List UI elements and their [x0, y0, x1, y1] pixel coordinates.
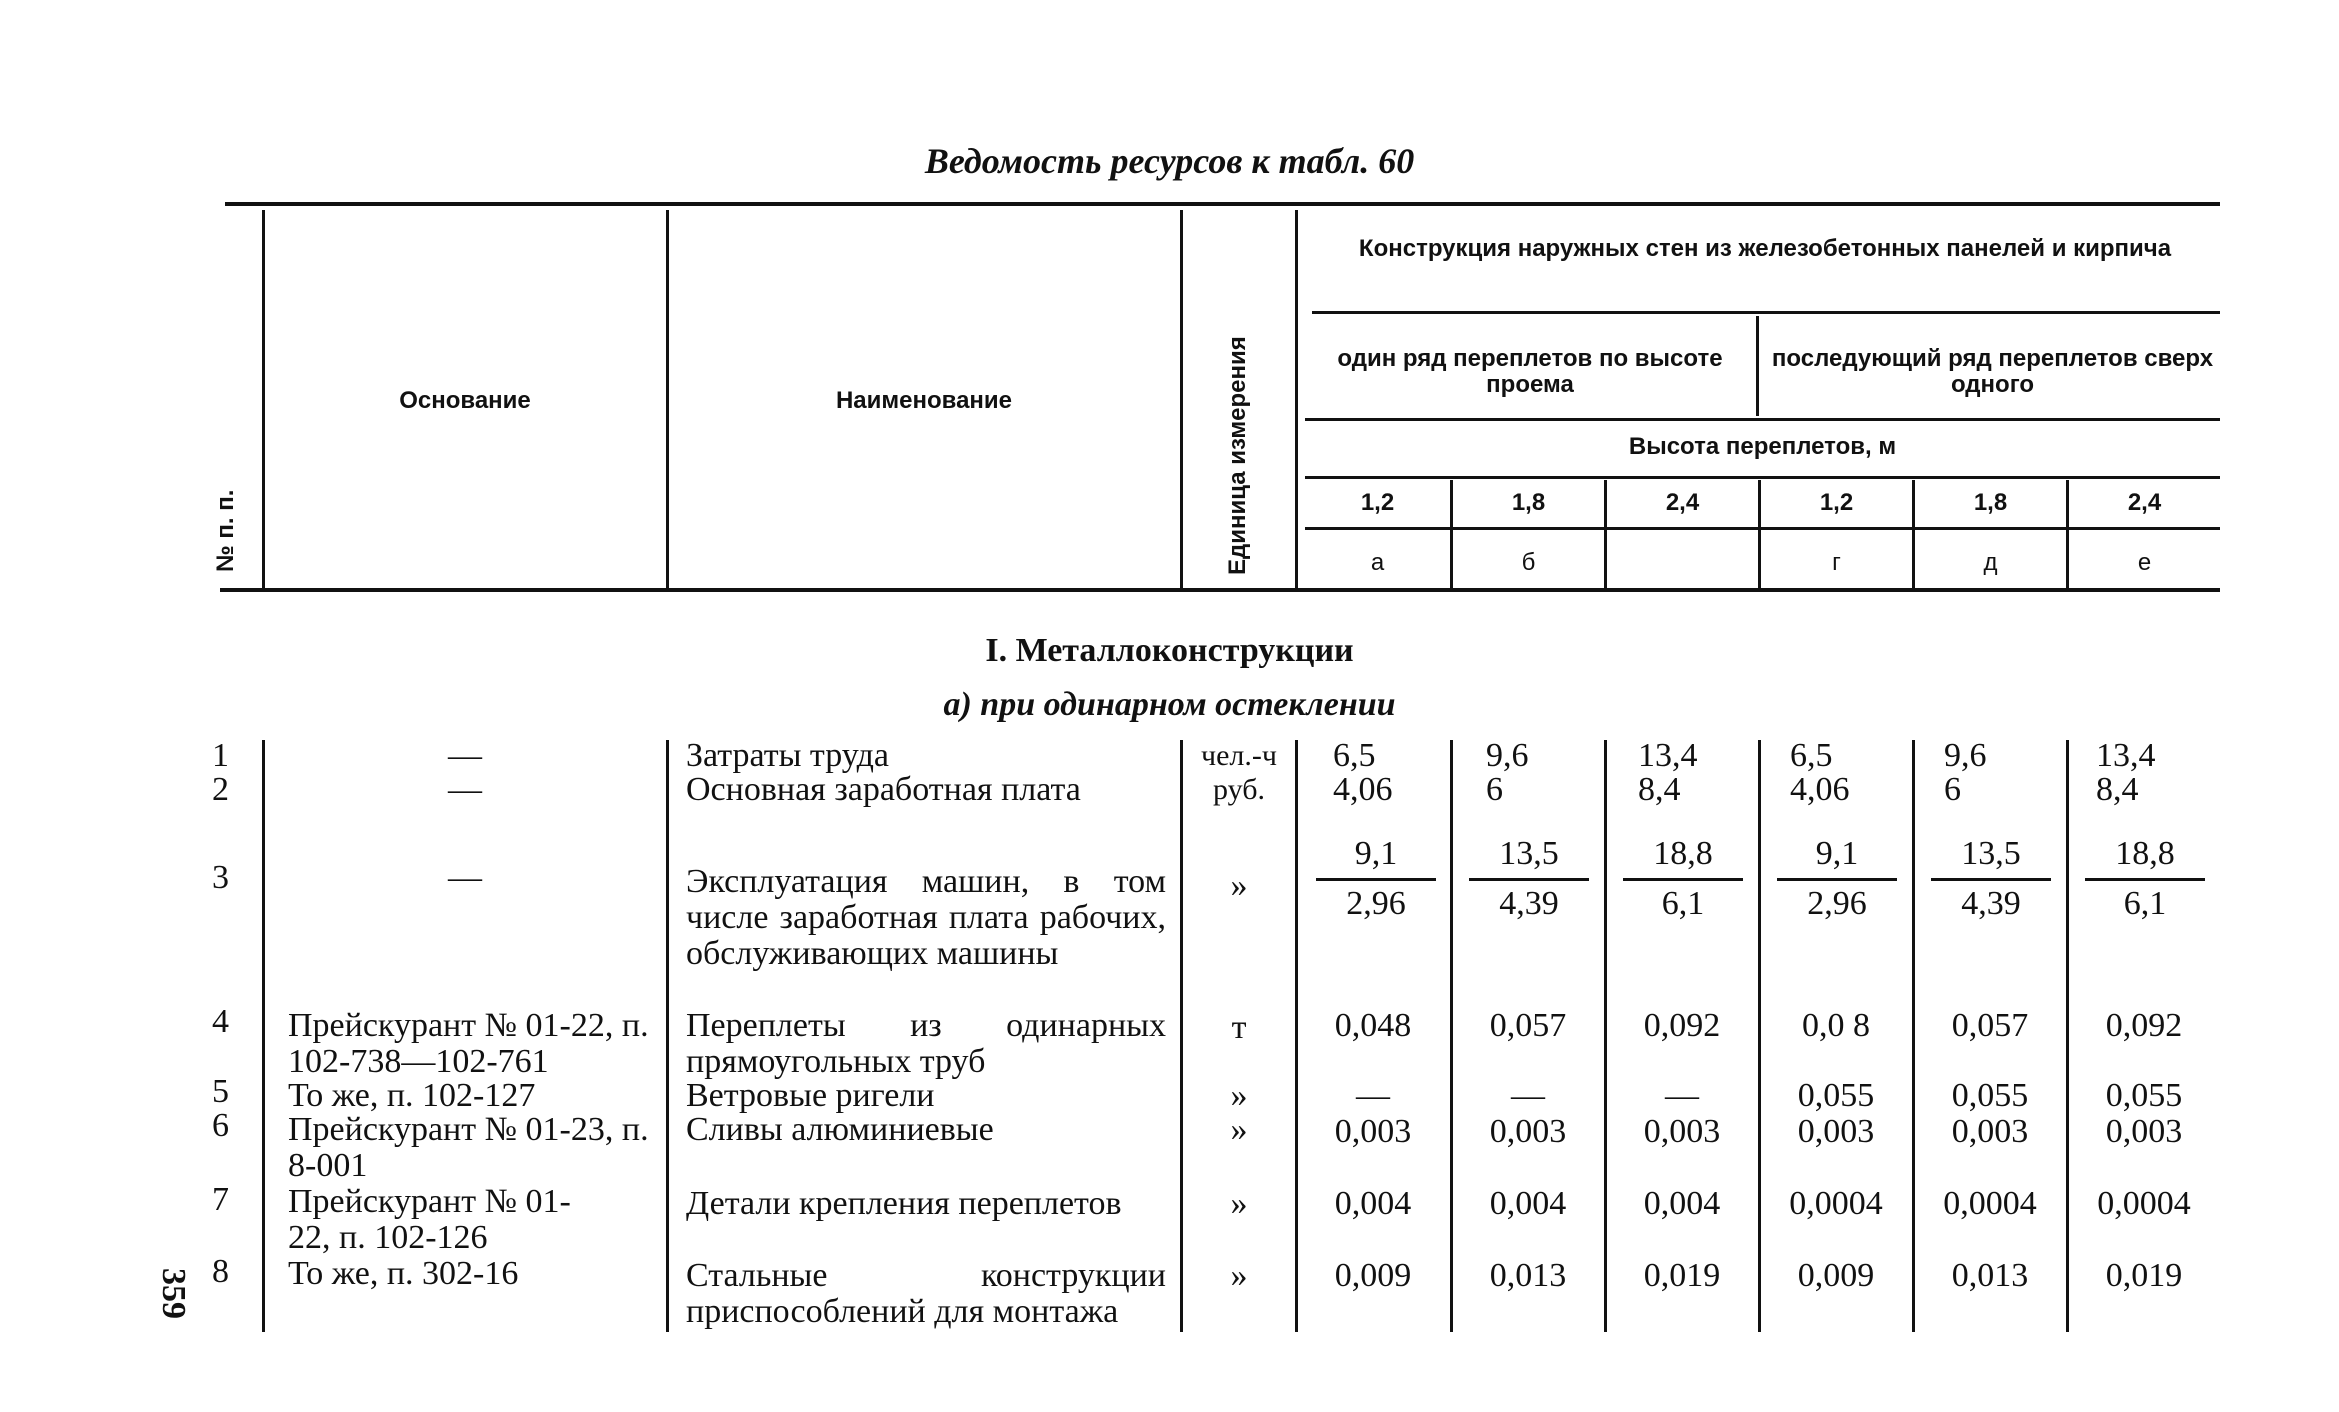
row-3-frac-6 — [2085, 834, 2205, 927]
row-4-unit: т — [1231, 1009, 1247, 1046]
body-vline-basis — [666, 740, 669, 1332]
row-7-unit: » — [1230, 1185, 1248, 1222]
row-5-val-3: — — [1665, 1077, 1699, 1114]
row-3-frac-2 — [1469, 834, 1589, 927]
row-6-val-3: 0,003 — [1643, 1113, 1721, 1150]
row-2-val-1: 4,06 — [1333, 771, 1393, 808]
row-1-unit: чел.-ч — [1201, 739, 1277, 772]
row-8-val-4: 0,009 — [1797, 1257, 1875, 1294]
row-7-val-3: 0,004 — [1643, 1185, 1721, 1222]
row-1-val-1: 6,5 — [1333, 737, 1376, 774]
row-2-name: Основная заработная плата — [686, 771, 1081, 808]
row-7-val-5: 0,0004 — [1943, 1185, 2037, 1222]
letter-d: д — [1983, 549, 1998, 576]
vline-unit — [1295, 210, 1298, 588]
row-4-val-6: 0,092 — [2105, 1007, 2183, 1044]
sub-rule — [1305, 418, 2220, 421]
row-6-val-1: 0,003 — [1334, 1113, 1412, 1150]
row-3-name: Эксплуатация машин, в том числе заработная плата рабочих, обслуживающих машины — [686, 863, 1166, 972]
height-5: 1,8 — [1973, 489, 2008, 516]
row-3-frac-3 — [1623, 834, 1743, 927]
row-6-val-2: 0,003 — [1489, 1113, 1567, 1150]
row-8-val-1: 0,009 — [1334, 1257, 1412, 1294]
row-6-no: 6 — [212, 1107, 229, 1144]
row-5-val-2: — — [1511, 1077, 1545, 1114]
row-6-name: Сливы алюминиевые — [686, 1111, 994, 1148]
row-5-val-5: 0,055 — [1951, 1077, 2029, 1114]
row-1-val-5: 9,6 — [1944, 737, 1987, 774]
row-8-val-5: 0,013 — [1951, 1257, 2029, 1294]
row-1-val-3: 13,4 — [1638, 737, 1698, 774]
row-3-den-6: 6,1 — [2123, 885, 2167, 922]
row-3-den-5: 4,39 — [1961, 885, 2021, 922]
row-2-basis: — — [448, 771, 482, 808]
row-3-num-4: 9,1 — [1777, 834, 1897, 881]
row-5-val-4: 0,055 — [1797, 1077, 1875, 1114]
header-sub-right: последующий ряд переплетов сверх одного — [1771, 345, 2214, 398]
row-1-no: 1 — [212, 737, 229, 774]
header-group: Конструкция наружных стен из железобетонных панелей и кирпича — [1358, 235, 2172, 262]
row-7-val-1: 0,004 — [1334, 1185, 1412, 1222]
row-6-basis: Прейскурант № 01-23, п. 8-001 — [288, 1111, 649, 1184]
row-3-frac-5 — [1931, 834, 2051, 927]
row-7-val-4: 0,0004 — [1789, 1185, 1883, 1222]
row-6-val-4: 0,003 — [1797, 1113, 1875, 1150]
row-6-unit: » — [1230, 1111, 1248, 1148]
row-3-num-3: 18,8 — [1623, 834, 1743, 881]
row-5-val-6: 0,055 — [2105, 1077, 2183, 1114]
group-rule — [1312, 311, 2220, 314]
row-1-name: Затраты труда — [686, 737, 890, 774]
row-3-num-5: 13,5 — [1931, 834, 2051, 881]
vline-name — [1180, 210, 1183, 588]
row-3-basis: — — [448, 859, 482, 896]
row-2-val-2: 6 — [1486, 771, 1503, 808]
row-3-frac-1 — [1316, 834, 1436, 927]
row-7-name: Детали крепления переплетов — [686, 1185, 1122, 1222]
row-2-val-5: 6 — [1944, 771, 1961, 808]
row-3-frac-4 — [1777, 834, 1897, 927]
header-height-label: Высота переплетов, м — [1628, 433, 1897, 460]
row-3-unit: » — [1230, 867, 1248, 904]
row-3-den-3: 6,1 — [1661, 885, 1705, 922]
row-2-no: 2 — [212, 771, 229, 808]
header-name: Наименование — [835, 387, 1013, 414]
row-5-basis: То же, п. 102-127 — [288, 1077, 536, 1114]
row-5-no: 5 — [212, 1073, 229, 1110]
letter-b: б — [1521, 549, 1536, 576]
body-vline-no — [262, 740, 265, 1332]
header-sub-left: один ряд переплетов по высоте проема — [1337, 345, 1723, 398]
row-8-no: 8 — [212, 1253, 229, 1290]
row-1-val-4: 6,5 — [1790, 737, 1833, 774]
row-4-val-4: 0,0 8 — [1802, 1007, 1870, 1044]
row-2-val-6: 8,4 — [2096, 771, 2139, 808]
row-8-unit: » — [1230, 1257, 1248, 1294]
row-8-basis: То же, п. 302-16 — [288, 1255, 519, 1292]
subsection-title: а) при одинарном остеклении — [943, 686, 1396, 723]
page-number: 359 — [155, 1268, 192, 1319]
row-4-basis: Прейскурант № 01-22, п. 102-738—102-761 — [288, 1007, 649, 1080]
row-3-den-1: 2,96 — [1346, 885, 1406, 922]
row-8-val-2: 0,013 — [1489, 1257, 1567, 1294]
row-2-val-3: 8,4 — [1638, 771, 1681, 808]
row-2-val-4: 4,06 — [1790, 771, 1850, 808]
row-6-val-5: 0,003 — [1951, 1113, 2029, 1150]
vline-sub — [1756, 316, 1759, 416]
row-5-name: Ветровые ригели — [686, 1077, 935, 1114]
header-no: № п. п. — [212, 489, 239, 572]
header-basis: Основание — [399, 387, 531, 414]
header-top-rule — [225, 202, 2220, 206]
row-3-num-1: 9,1 — [1316, 834, 1436, 881]
row-2-unit: руб. — [1213, 773, 1265, 806]
row-4-val-3: 0,092 — [1643, 1007, 1721, 1044]
height-2: 1,8 — [1511, 489, 1546, 516]
row-3-den-2: 4,39 — [1499, 885, 1559, 922]
height-1: 1,2 — [1360, 489, 1395, 516]
row-7-val-2: 0,004 — [1489, 1185, 1567, 1222]
row-3-den-4: 2,96 — [1807, 885, 1867, 922]
row-4-val-2: 0,057 — [1489, 1007, 1567, 1044]
row-1-val-6: 13,4 — [2096, 737, 2156, 774]
vline-basis — [666, 210, 669, 588]
row-8-val-6: 0,019 — [2105, 1257, 2183, 1294]
row-1-val-2: 9,6 — [1486, 737, 1529, 774]
height-3: 2,4 — [1665, 489, 1700, 516]
letter-g: г — [1832, 549, 1841, 576]
row-6-val-6: 0,003 — [2105, 1113, 2183, 1150]
row-3-no: 3 — [212, 859, 229, 896]
row-4-val-5: 0,057 — [1951, 1007, 2029, 1044]
section-title: I. Металлоконструкции — [985, 632, 1354, 669]
document-title: Ведомость ресурсов к табл. 60 — [924, 141, 1415, 181]
row-3-num-2: 13,5 — [1469, 834, 1589, 881]
row-4-no: 4 — [212, 1003, 229, 1040]
row-7-val-6: 0,0004 — [2097, 1185, 2191, 1222]
header-bottom-rule — [220, 588, 2220, 592]
row-3-num-6: 18,8 — [2085, 834, 2205, 881]
body-vline-name — [1180, 740, 1183, 1332]
row-5-val-1: — — [1356, 1077, 1390, 1114]
letter-a: а — [1370, 549, 1385, 576]
height-rule — [1305, 476, 2220, 479]
row-8-name: Стальные конструкции приспособлений для монтажа — [686, 1257, 1166, 1330]
row-8-val-3: 0,019 — [1643, 1257, 1721, 1294]
height-4: 1,2 — [1819, 489, 1854, 516]
row-4-val-1: 0,048 — [1334, 1007, 1412, 1044]
row-1-basis: — — [448, 737, 482, 774]
header-unit: Единица измерения — [1224, 336, 1251, 575]
height-6: 2,4 — [2127, 489, 2162, 516]
heights-rule — [1305, 527, 2220, 530]
letter-e: е — [2137, 549, 2152, 576]
vline-no — [262, 210, 265, 588]
row-7-basis: Прейскурант № 01-22, п. 102-126 — [288, 1183, 571, 1256]
row-7-no: 7 — [212, 1181, 229, 1218]
row-5-unit: » — [1230, 1077, 1248, 1114]
row-4-name: Переплеты из одинарных прямоугольных труб — [686, 1007, 1166, 1080]
